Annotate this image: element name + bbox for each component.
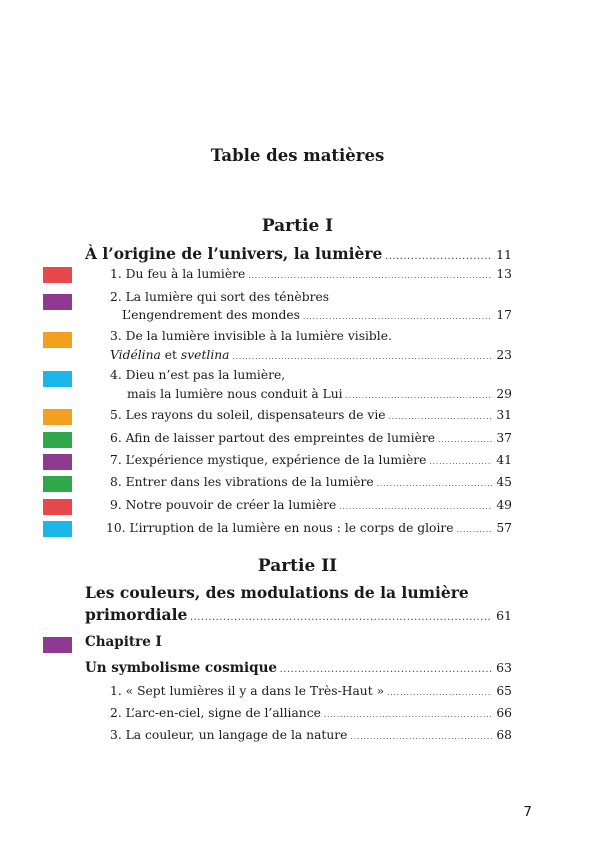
entry-title: 1. « Sept lumières il y a dans le Très-Haut » <box>110 684 385 698</box>
entry-title: primordiale <box>85 605 188 624</box>
entry-page: 68 <box>496 728 512 742</box>
entry-page: 37 <box>496 431 512 445</box>
entry-title-line2 <box>110 348 230 362</box>
entry-page: 63 <box>496 660 512 675</box>
entry-title-line2: mais la lumière nous conduit à Lui <box>127 387 343 401</box>
toc-entry[interactable] <box>110 706 512 720</box>
entry-page: 57 <box>496 521 512 535</box>
leader-dots <box>346 387 493 401</box>
color-swatch <box>43 499 72 515</box>
color-swatch <box>43 432 72 448</box>
entry-page: 13 <box>496 267 512 281</box>
toc-entry[interactable] <box>110 408 512 422</box>
part-1-main-entry[interactable] <box>85 244 512 263</box>
entry-title: 5. Les rayons du soleil, dispensateurs de vie <box>110 408 386 422</box>
entry-title-line1: 2. La lumière qui sort des ténèbres <box>110 290 330 304</box>
part-1-heading: Partie I <box>261 216 334 236</box>
entry-title: 8. Entrer dans les vibrations de la lumière <box>110 475 374 489</box>
leader-dots <box>377 475 493 489</box>
part-2-main-entry[interactable] <box>85 605 512 624</box>
color-swatch <box>43 371 72 387</box>
color-swatch <box>43 267 72 283</box>
toc-entry[interactable] <box>110 475 512 489</box>
entry-title: 6. Afin de laisser partout des empreintes de lumière <box>110 431 436 445</box>
chapter-title-entry[interactable] <box>85 660 512 676</box>
entry-title-line2: L’engendrement des mondes <box>122 308 300 322</box>
toc-entry[interactable] <box>110 498 512 512</box>
color-swatch <box>43 294 72 310</box>
color-swatch <box>43 454 72 470</box>
entry-page: 61 <box>496 608 512 623</box>
entry-page: 41 <box>496 453 512 467</box>
color-swatch <box>43 521 72 537</box>
entry-page: 23 <box>496 348 512 362</box>
leader-dots <box>190 605 492 624</box>
entry-page: 45 <box>496 475 512 489</box>
color-swatch <box>43 476 72 492</box>
entry-title: 9. Notre pouvoir de créer la lumière <box>110 498 337 512</box>
entry-page: 66 <box>496 706 512 720</box>
toc-entry[interactable] <box>110 267 512 281</box>
leader-dots <box>303 308 492 322</box>
entry-title: 10. L’irruption de la lumière en nous : le corps de gloire <box>106 521 454 535</box>
entry-title-line1: 4. Dieu n’est pas la lumière, <box>110 368 286 382</box>
entry-title: 2. L’arc-en-ciel, signe de l’alliance <box>110 706 321 720</box>
entry-title: Un symbolisme cosmique <box>85 660 277 676</box>
entry-title: 1. Du feu à la lumière <box>110 267 246 281</box>
connector: et <box>160 348 181 362</box>
toc-entry[interactable] <box>127 387 512 401</box>
entry-title: À l’origine de l’univers, la lumière <box>85 244 383 263</box>
entry-page: 49 <box>496 498 512 512</box>
entry-page: 17 <box>496 308 512 322</box>
leader-dots <box>280 660 492 676</box>
toc-entry[interactable] <box>122 308 512 322</box>
italic-word: svetlina <box>180 348 230 362</box>
entry-page: 11 <box>496 247 512 262</box>
leader-dots <box>389 408 493 422</box>
leader-dots <box>233 348 493 362</box>
chapter-label: Chapitre I <box>85 634 162 650</box>
leader-dots <box>429 453 492 467</box>
leader-dots <box>350 728 492 742</box>
part-2-heading: Partie II <box>257 556 338 576</box>
page-number: 7 <box>523 804 532 820</box>
entry-page: 65 <box>496 684 512 698</box>
toc-entry[interactable] <box>110 684 512 698</box>
toc-entry[interactable] <box>110 728 512 742</box>
toc-entry[interactable] <box>110 348 512 362</box>
toc-entry[interactable] <box>110 431 512 445</box>
leader-dots <box>457 521 493 535</box>
entry-title-line1: 3. De la lumière invisible à la lumière visible. <box>110 329 392 343</box>
color-swatch <box>43 637 72 653</box>
leader-dots <box>438 431 492 445</box>
entry-page: 29 <box>496 387 512 401</box>
italic-word: Vidélina <box>110 348 161 362</box>
color-swatch <box>43 332 72 348</box>
page-title: Table des matières <box>210 146 385 165</box>
color-swatch <box>43 409 72 425</box>
leader-dots <box>385 244 492 263</box>
part-2-main-line1: Les couleurs, des modulations de la lumière <box>85 583 469 602</box>
entry-page: 31 <box>496 408 512 422</box>
entry-title: 7. L’expérience mystique, expérience de la lumière <box>110 453 427 467</box>
toc-entry[interactable] <box>110 453 512 467</box>
leader-dots <box>387 684 492 698</box>
leader-dots <box>339 498 492 512</box>
entry-title: 3. La couleur, un langage de la nature <box>110 728 348 742</box>
toc-entry[interactable] <box>106 521 512 535</box>
leader-dots <box>248 267 492 281</box>
leader-dots <box>324 706 492 720</box>
